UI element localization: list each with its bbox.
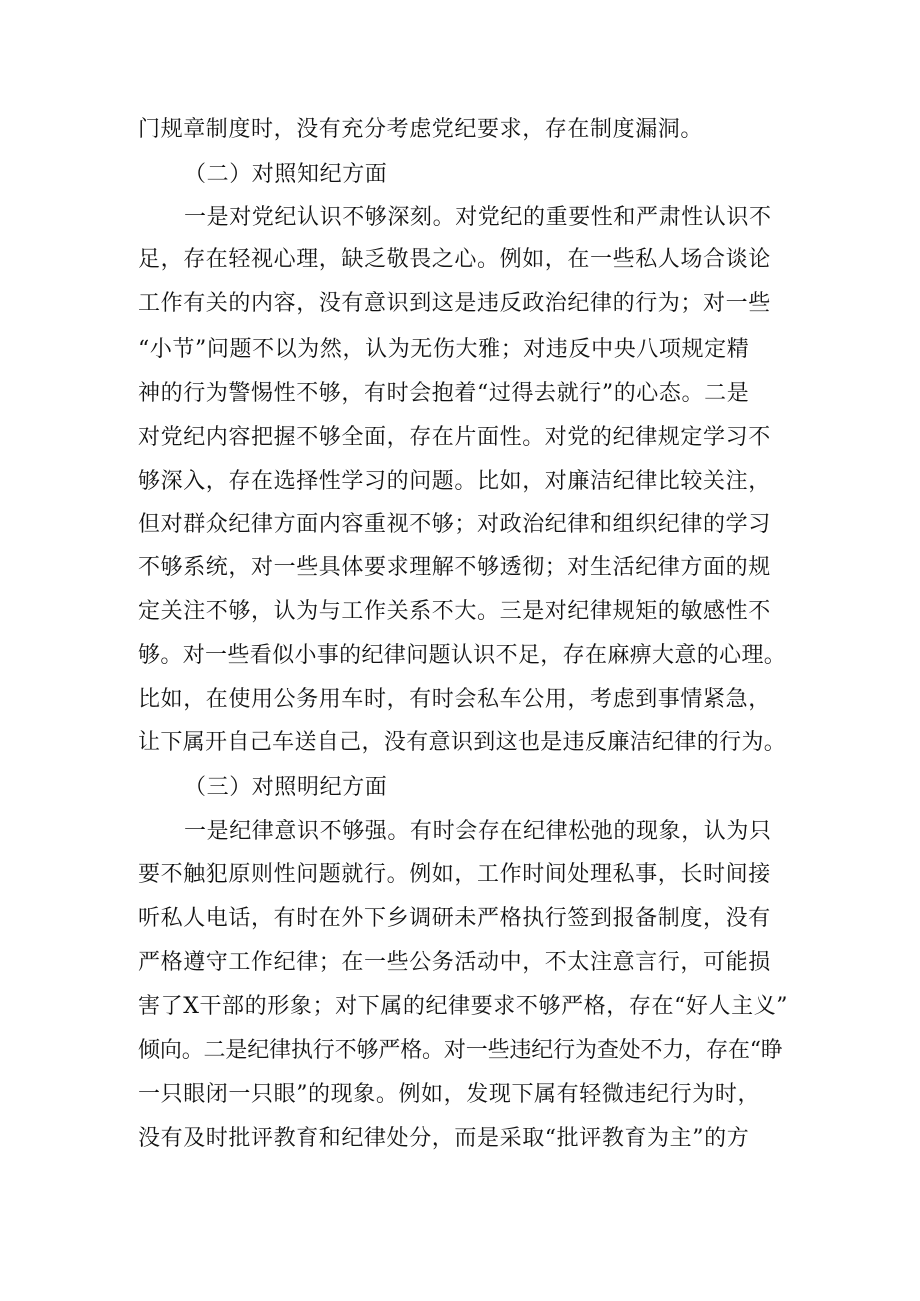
paragraph-line-8: 对党纪内容把握不够全面，存在片面性。对党的纪律规定学习不 [138,425,771,450]
paragraph-line-7: 神的行为警惕性不够，有时会抱着“过得去就行”的心态。二是 [138,381,750,406]
paragraph-line-19: 听私人电话，有时在外下乡调研未严格执行签到报备制度，没有 [138,906,771,931]
paragraph-line-4: 足，存在轻视心理，缺乏敬畏之心。例如，在一些私人场合谈论 [138,247,771,272]
paragraph-line-21: 害了X干部的形象；对下属的纪律要求不够严格，存在“好人主义” [138,994,788,1019]
paragraph-line-23: 一只眼闭一只眼”的现象。例如，发现下属有轻微违纪行为时， [138,1082,761,1107]
paragraph-line-11: 不够系统，对一些具体要求理解不够透彻；对生活纪律方面的规 [138,555,771,580]
paragraph-line-5: 工作有关的内容，没有意识到这是违反政治纪律的行为；对一些 [138,291,771,316]
paragraph-line-3: 一是对党纪认识不够深刻。对党纪的重要性和严肃性认识不 [184,205,772,230]
paragraph-line-22: 倾向。二是纪律执行不够严格。对一些违纪行为查处不力，存在“睁 [138,1038,783,1063]
paragraph-line-17: 一是纪律意识不够强。有时会存在纪律松弛的现象，认为只 [184,819,772,844]
paragraph-line-9: 够深入，存在选择性学习的问题。比如，对廉洁纪律比较关注， [138,469,771,494]
paragraph-line-15: 让下属开自己车送自己，没有意识到这也是违反廉洁纪律的行为。 [138,730,787,755]
paragraph-line-18: 要不触犯原则性问题就行。例如，工作时间处理私事，长时间接 [138,862,771,887]
section-heading-2: （二）对照知纪方面 [184,162,388,187]
paragraph-line-13: 够。对一些看似小事的纪律问题认识不足，存在麻痹大意的心理。 [138,643,787,668]
paragraph-line-20: 严格遵守工作纪律；在一些公务活动中，不太注意言行，可能损 [138,950,771,975]
paragraph-line-1: 门规章制度时，没有充分考虑党纪要求，存在制度漏洞。 [138,117,704,142]
section-heading-3: （三）对照明纪方面 [184,775,388,800]
paragraph-line-24: 没有及时批评教育和纪律处分，而是采取“批评教育为主”的方 [138,1126,750,1151]
paragraph-line-14: 比如，在使用公务用车时，有时会私车公用，考虑到事情紧急， [138,687,771,712]
paragraph-line-6: “小节”问题不以为然，认为无伤大雅；对违反中央八项规定精 [138,337,750,362]
paragraph-line-10: 但对群众纪律方面内容重视不够；对政治纪律和组织纪律的学习 [138,512,771,537]
paragraph-line-12: 定关注不够，认为与工作关系不大。三是对纪律规矩的敏感性不 [138,599,771,624]
